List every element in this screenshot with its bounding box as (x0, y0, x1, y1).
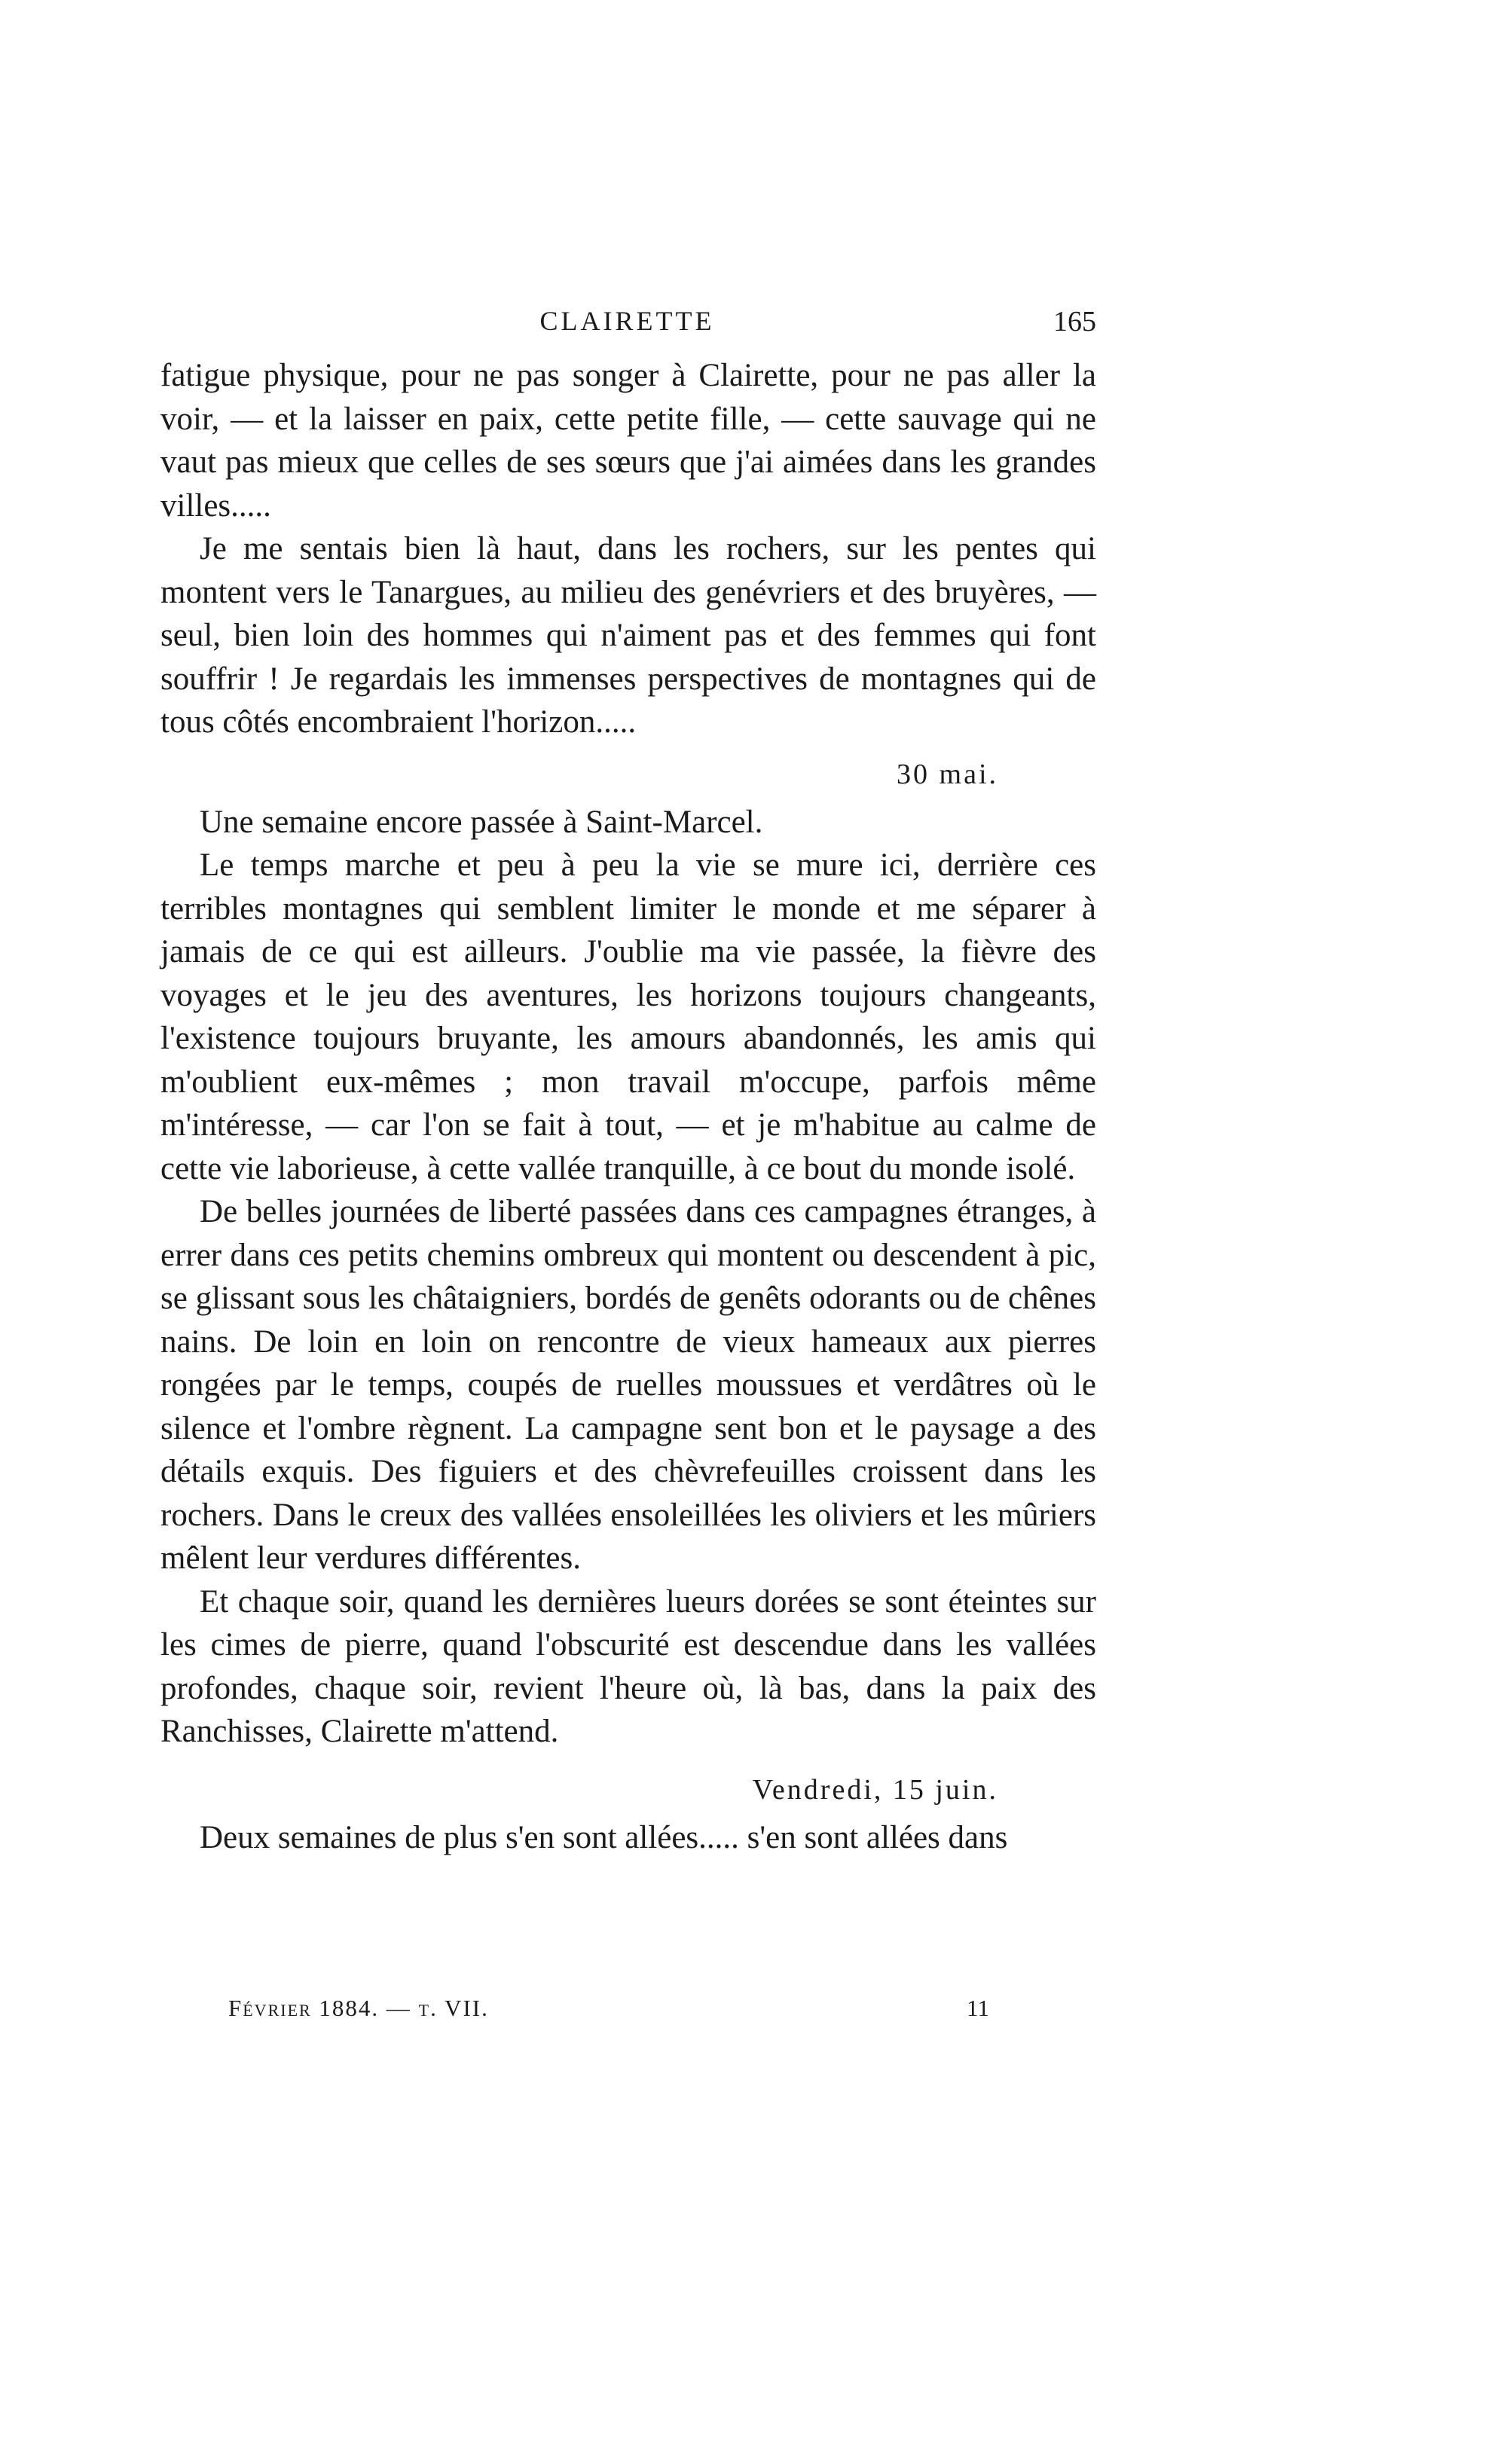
footer-signature: Février 1884. — t. VII. (228, 1995, 489, 2021)
paragraph: Et chaque soir, quand les dernières lueurs dorées se sont éteintes sur les cimes de pierre, quand l'obscurité est descendue dans les vallées profondes, chaque soir, revient l'heure où, là bas, dans la paix des Ranchisses, Clairette m'attend. (160, 1583, 1096, 1749)
text-block (160, 354, 1096, 1859)
paragraph: Une semaine encore passée à Saint-Marcel. (200, 804, 763, 840)
paragraph: Deux semaines de plus s'en sont allées..... s'en sont allées dans (200, 1819, 1008, 1855)
paragraph: Je me sentais bien là haut, dans les rochers, sur les pentes qui montent vers le Tanargues, au milieu des genévriers et des bruyères, — seul, bien loin des hommes qui n'aiment pas et des femmes qui font souffrir ! Je regardais les immenses perspectives de montagnes qui de tous côtés encombraient l'horizon..... (160, 531, 1096, 740)
footer-sheet-number: 11 (967, 1995, 989, 2021)
running-title: CLAIRETTE (539, 306, 715, 336)
paragraph-continued: fatigue physique, pour ne pas songer à Clairette, pour ne pas aller la voir, — et la laisser en paix, cette petite fille, — cette sauvage qui ne vaut pas mieux que celles de ses sœurs que j'ai aimées dans les grandes villes..... (160, 358, 1096, 524)
dateline: Vendredi, 15 juin. (752, 1773, 998, 1806)
paragraph: De belles journées de liberté passées dans ces campagnes étranges, à errer dans ces petits chemins ombreux qui montent ou descendent à pic, se glissant sous les châtaigniers, bordés de genêts odorants ou de chênes nains. De loin en loin on rencontre de vieux hameaux aux pierres rongées par le temps, coupés de ruelles moussues et verdâtres où le silence et l'ombre règnent. La campagne sent bon et le paysage a des détails exquis. Des figuiers et des chèvrefeuilles croissent dans les rochers. Dans le creux des vallées ensoleillées les oliviers et les mûriers mêlent leur verdures différentes. (160, 1194, 1096, 1576)
page-number: 165 (1053, 306, 1096, 337)
running-head (158, 305, 1096, 350)
dateline: 30 mai. (897, 758, 998, 790)
paragraph: Le temps marche et peu à peu la vie se mure ici, derrière ces terribles montagnes qui semblent limiter le monde et me séparer à jamais de ce qui est ailleurs. J'oublie ma vie passée, la fièvre des voyages et le jeu des aventures, les horizons toujours changeants, l'existence toujours bruyante, les amours abandonnés, les amis qui m'oublient eux-mêmes ; mon travail m'occupe, parfois même m'intéresse, — car l'on se fait à tout, — et je m'habitue au calme de cette vie laborieuse, à cette vallée tranquille, à ce bout du monde isolé. (160, 847, 1096, 1186)
page-footer (228, 1995, 989, 2032)
